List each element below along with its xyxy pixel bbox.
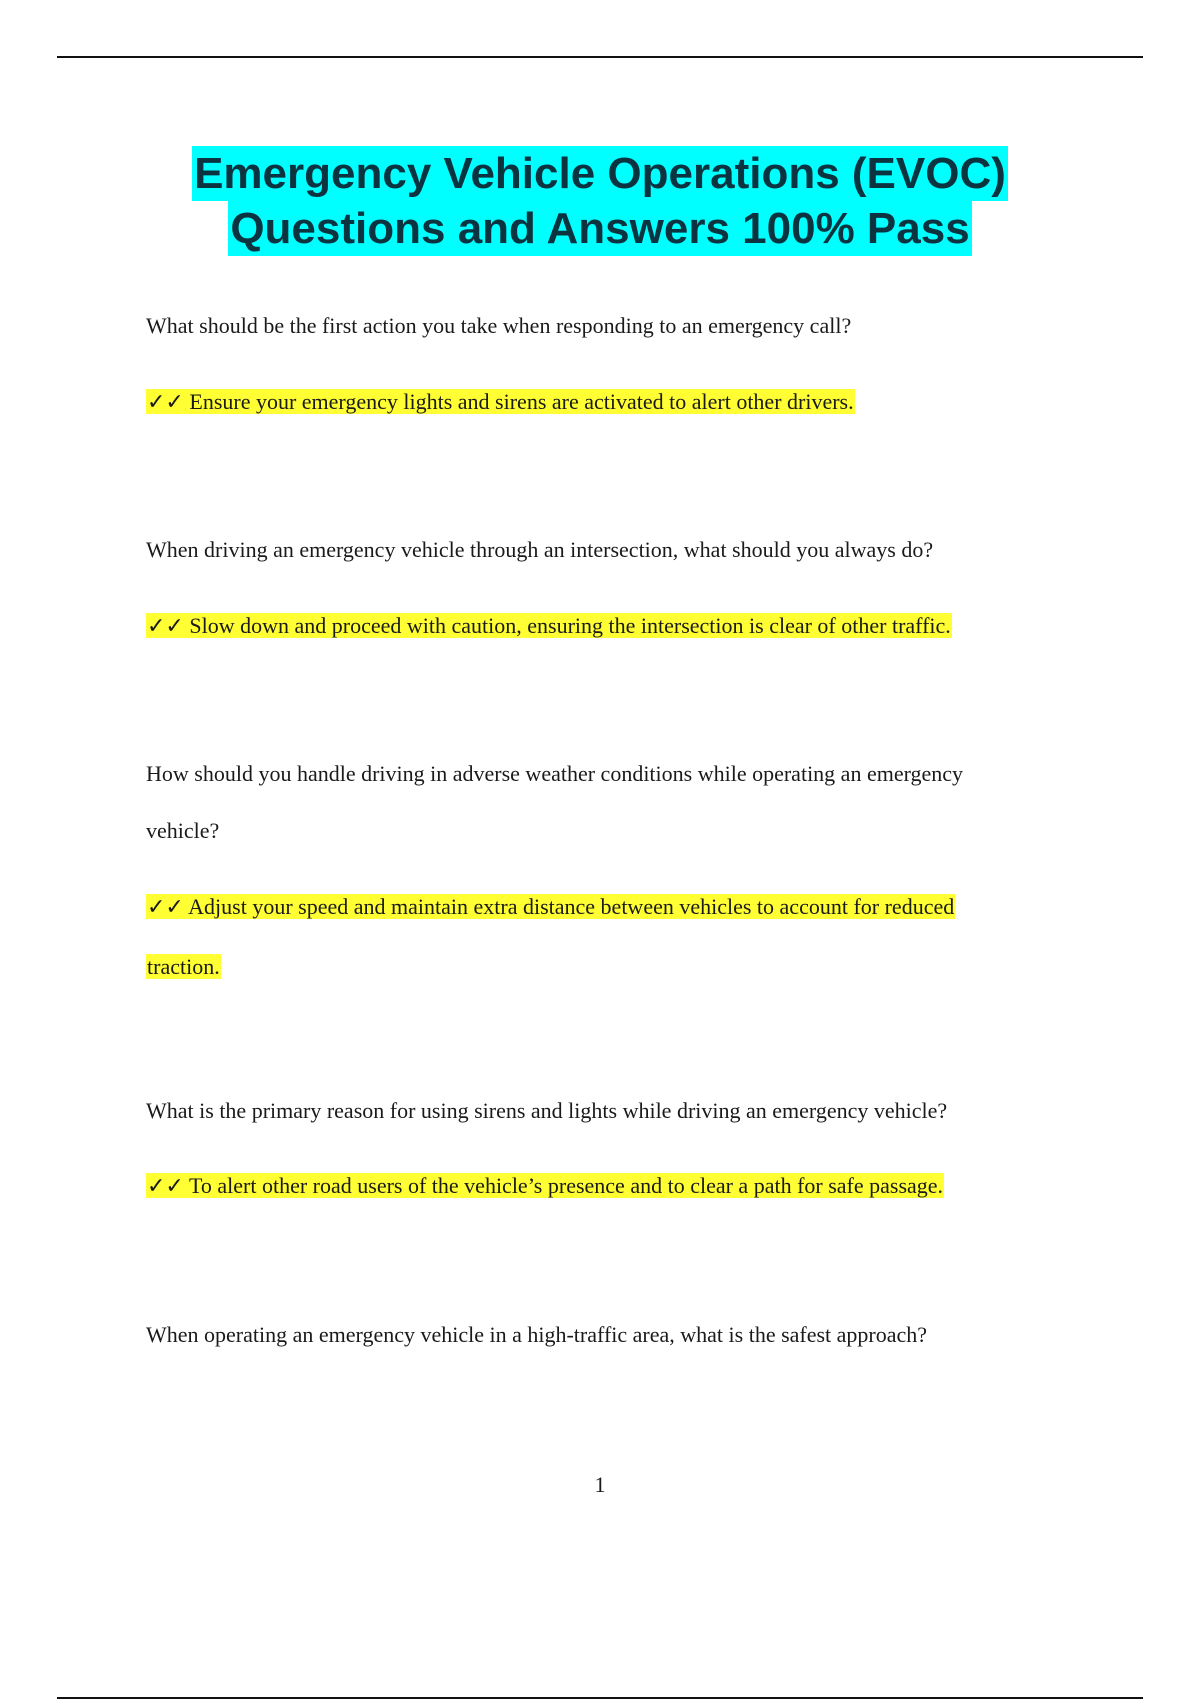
footer-rule [57,1697,1143,1699]
double-check-icon: ✓✓ [147,1174,184,1199]
answer-4 [146,1172,944,1201]
answer-1-line-1: Ensure your emergency lights and sirens are activated to alert other drivers. [189,389,854,414]
answer-4-line-1: To alert other road users of the vehicle’s presence and to clear a path for safe passage. [188,1173,944,1198]
double-check-icon: ✓✓ [147,614,184,639]
question-5 [146,1321,927,1349]
answer-2-line-1: Slow down and proceed with caution, ensuring the intersection is clear of other traffic. [189,613,951,638]
answer-3 [146,893,955,922]
question-3 [146,760,963,788]
answer-1-highlight [146,389,855,414]
page-number: 1 [594,1472,606,1497]
question-1 [146,312,851,340]
title-line-1: Emergency Vehicle Operations (EVOC) [192,146,1008,201]
answer-3-highlight [146,894,955,919]
answer-3-line-1: Adjust your speed and maintain extra distance between vehicles to account for reduced [188,894,955,919]
question-3-line-1: How should you handle driving in adverse weather conditions while operating an emergency [146,761,964,786]
question-1-line-1: What should be the first action you take when responding to an emergency call? [146,313,852,338]
question-4 [146,1097,947,1125]
answer-4-highlight [146,1173,944,1198]
document-title [0,146,1200,256]
question-4-line-1: What is the primary reason for using sirens and lights while driving an emergency vehicle? [146,1098,948,1123]
question-3-cont [146,817,219,845]
question-2-line-1: When driving an emergency vehicle through an intersection, what should you always do? [146,537,934,562]
answer-3-cont [146,953,221,981]
answer-3-line-2: traction. [147,954,220,979]
answer-2-highlight [146,613,952,638]
answer-2 [146,612,952,641]
question-5-line-1: When operating an emergency vehicle in a high-traffic area, what is the safest approach? [146,1322,928,1347]
title-line-2: Questions and Answers 100% Pass [228,201,971,256]
question-2 [146,536,933,564]
double-check-icon: ✓✓ [147,390,184,415]
header-rule [57,56,1143,58]
double-check-icon: ✓✓ [147,895,184,920]
question-3-line-2: vehicle? [146,818,220,843]
answer-1 [146,388,855,417]
